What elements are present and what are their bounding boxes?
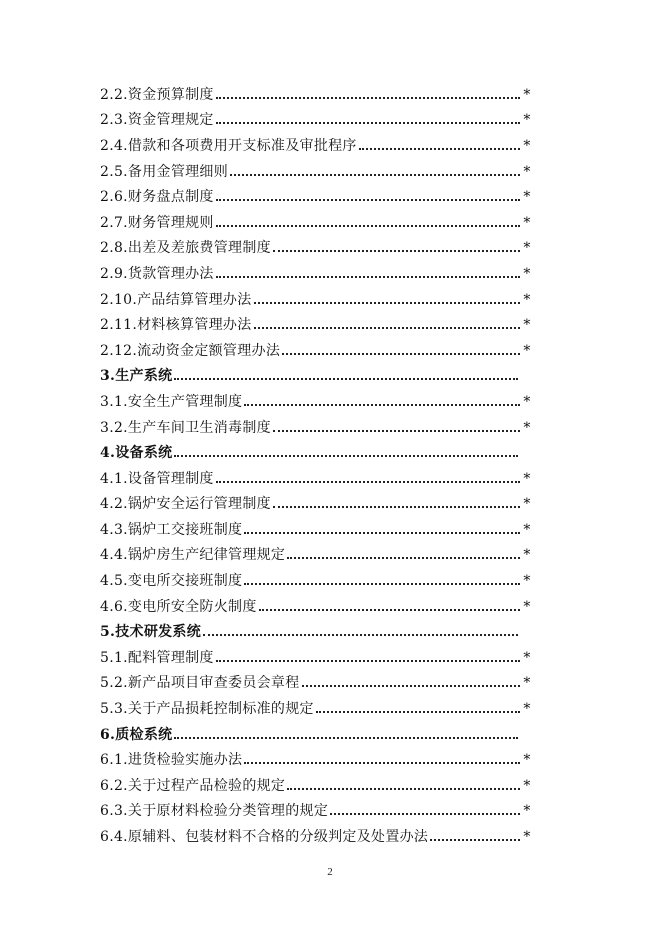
dot-leader [216, 660, 520, 662]
toc-entry-title: 2.12.流动资金定额管理办法 [100, 342, 281, 359]
toc-entry-title: 4.2.锅炉安全运行管理制度 [100, 496, 271, 513]
toc-entry-title: 3.2.生产车间卫生消毒制度 [100, 419, 271, 436]
toc-page-marker: * [523, 803, 531, 820]
toc-entry [100, 543, 532, 569]
toc-entry [100, 466, 532, 492]
toc-entry [100, 517, 532, 543]
toc-page-marker: * [523, 573, 531, 590]
toc-entry [100, 415, 532, 441]
toc-entry-title: 2.5.备用金管理细则 [100, 163, 229, 180]
dot-leader [216, 199, 520, 201]
toc-page-marker: * [523, 496, 531, 513]
toc-entry-title: 4.6.变电所安全防火制度 [100, 598, 257, 615]
toc-page-marker: * [523, 675, 531, 692]
toc-entry [100, 210, 532, 236]
toc-page-marker: * [523, 649, 531, 666]
page-number: 2 [327, 866, 333, 878]
toc-entry [100, 389, 532, 415]
dot-leader [430, 839, 520, 841]
toc-entry [100, 824, 532, 850]
toc-entry-title: 6.2.关于过程产品检验的规定 [100, 777, 286, 794]
toc-page-marker: * [523, 419, 531, 436]
toc-entry-title: 3.1.安全生产管理制度 [100, 393, 243, 410]
toc-page-marker: * [523, 470, 531, 487]
dot-leader [273, 506, 520, 508]
dot-leader [287, 557, 520, 559]
toc-entry [100, 594, 532, 620]
toc-entry [100, 773, 532, 799]
toc-page-marker: * [523, 547, 531, 564]
dot-leader [244, 762, 520, 764]
toc-entry-title: 2.7.财务管理规则 [100, 214, 214, 231]
toc-entry [100, 747, 532, 773]
toc-entry [100, 645, 532, 671]
toc-entry-title: 2.3.资金管理规定 [100, 112, 214, 129]
dot-leader [316, 711, 520, 713]
toc-entry [100, 492, 532, 518]
toc-entry-title: 4.5.变电所交接班制度 [100, 573, 243, 590]
toc-entry [100, 338, 532, 364]
dot-leader [259, 609, 520, 611]
dot-leader [216, 122, 520, 124]
toc-entry-title: 3.生产系统 [100, 368, 173, 385]
dot-leader [203, 634, 518, 636]
toc-entry-title: 4.设备系统 [100, 445, 173, 462]
dot-leader [230, 174, 520, 176]
toc-entry [100, 82, 532, 108]
dot-leader [273, 250, 520, 252]
toc-page-marker: * [523, 777, 531, 794]
toc-page-marker: * [523, 752, 531, 769]
dot-leader [282, 353, 520, 355]
toc-page-marker: * [523, 214, 531, 231]
toc-page-marker: * [523, 317, 531, 334]
dot-leader [244, 532, 520, 534]
dot-leader [287, 788, 520, 790]
table-of-contents [100, 82, 532, 850]
toc-entry [100, 568, 532, 594]
toc-page-marker: * [523, 137, 531, 154]
toc-entry [100, 261, 532, 287]
toc-page-marker: * [523, 265, 531, 282]
toc-entry-title: 2.10.产品结算管理办法 [100, 291, 252, 308]
toc-page-marker: * [523, 189, 531, 206]
toc-entry-title: 6.1.进货检验实施办法 [100, 752, 243, 769]
dot-leader [359, 148, 520, 150]
toc-entry-title: 5.1.配料管理制度 [100, 649, 214, 666]
toc-entry-title: 2.8.出差及差旅费管理制度 [100, 240, 271, 257]
toc-page-marker: * [523, 829, 531, 846]
dot-leader [174, 455, 518, 457]
toc-entry [100, 133, 532, 159]
dot-leader [244, 404, 520, 406]
dot-leader [254, 302, 520, 304]
toc-section-heading [100, 440, 532, 466]
toc-page-marker: * [523, 240, 531, 257]
toc-page-marker: * [523, 86, 531, 103]
toc-entry-title: 2.4.借款和各项费用开支标准及审批程序 [100, 137, 357, 154]
dot-leader [302, 685, 520, 687]
toc-entry [100, 108, 532, 134]
toc-page-marker: * [523, 701, 531, 718]
toc-entry [100, 287, 532, 313]
toc-section-heading [100, 619, 532, 645]
toc-entry-title: 2.6.财务盘点制度 [100, 189, 214, 206]
dot-leader [216, 276, 520, 278]
toc-page-marker: * [523, 521, 531, 538]
dot-leader [216, 225, 520, 227]
toc-page-marker: * [523, 598, 531, 615]
dot-leader [216, 97, 520, 99]
dot-leader [174, 737, 518, 739]
toc-page-marker: * [523, 291, 531, 308]
toc-entry-title: 2.2.资金预算制度 [100, 86, 214, 103]
toc-entry [100, 799, 532, 825]
toc-entry [100, 159, 532, 185]
toc-entry [100, 671, 532, 697]
toc-entry-title: 2.9.货款管理办法 [100, 265, 214, 282]
toc-entry-title: 4.1.设备管理制度 [100, 470, 214, 487]
toc-page-marker: * [523, 342, 531, 359]
dot-leader [254, 327, 520, 329]
toc-entry-title: 6.4.原辅料、包装材料不合格的分级判定及处置办法 [100, 829, 429, 846]
dot-leader [273, 430, 520, 432]
toc-entry-title: 4.3.锅炉工交接班制度 [100, 521, 243, 538]
toc-entry [100, 312, 532, 338]
toc-entry-title: 5.2.新产品项目审查委员会章程 [100, 675, 300, 692]
toc-entry-title: 5.技术研发系统 [100, 624, 202, 641]
dot-leader [244, 583, 520, 585]
toc-entry-title: 5.3.关于产品损耗控制标准的规定 [100, 701, 314, 718]
toc-entry-title: 2.11.材料核算管理办法 [100, 317, 252, 334]
toc-entry [100, 236, 532, 262]
toc-page-marker: * [523, 112, 531, 129]
dot-leader [330, 813, 520, 815]
toc-entry [100, 696, 532, 722]
dot-leader [174, 378, 518, 380]
toc-entry-title: 6.质检系统 [100, 726, 173, 743]
toc-page-marker: * [523, 163, 531, 180]
toc-page-marker: * [523, 393, 531, 410]
toc-entry-title: 6.3.关于原材料检验分类管理的规定 [100, 803, 329, 820]
dot-leader [216, 481, 520, 483]
toc-entry [100, 184, 532, 210]
toc-section-heading [100, 364, 532, 390]
toc-entry-title: 4.4.锅炉房生产纪律管理规定 [100, 547, 286, 564]
toc-section-heading [100, 722, 532, 748]
